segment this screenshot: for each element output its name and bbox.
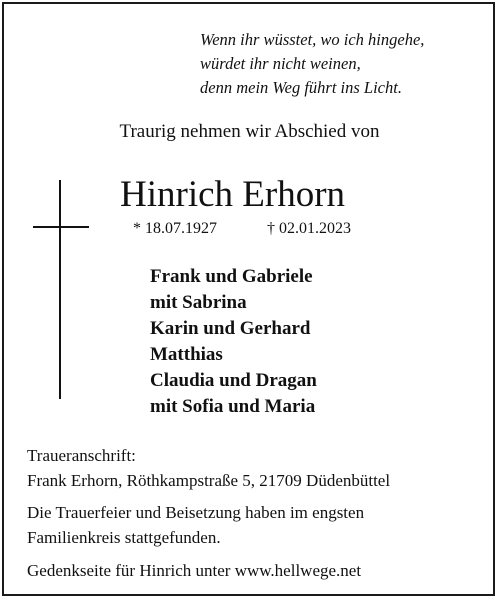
address-value: Frank Erhorn, Röthkampstraße 5, 21709 Düdenbüttel	[27, 471, 391, 490]
mourner-line: Karin und Gerhard	[150, 318, 311, 339]
ceremony-line: Familienkreis stattgefunden.	[27, 528, 221, 547]
death-date: † 02.01.2023	[267, 220, 351, 237]
cross-icon	[59, 180, 61, 399]
farewell-intro: Traurig nehmen wir Abschied von	[119, 121, 380, 142]
mourner-line: Claudia und Dragan	[150, 370, 317, 391]
address-label: Traueranschrift:	[27, 446, 136, 465]
mourner-line: Matthias	[150, 344, 223, 365]
poem-line: Wenn ihr wüsstet, wo ich hingehe,	[200, 30, 425, 49]
memorial-page-note: Gedenkseite für Hinrich unter www.hellwege.net	[27, 561, 362, 580]
ceremony-line: Die Trauerfeier und Beisetzung haben im engsten	[27, 503, 365, 522]
poem-verse	[200, 28, 424, 100]
mourners-list	[150, 264, 317, 420]
poem-line: würdet ihr nicht weinen,	[200, 54, 361, 73]
ceremony-notice	[27, 500, 364, 550]
mourner-line: mit Sofia und Maria	[150, 396, 316, 417]
mourner-line: mit Sabrina	[150, 292, 247, 313]
birth-date: * 18.07.1927	[133, 220, 217, 237]
poem-line: denn mein Weg führt ins Licht.	[200, 78, 402, 97]
deceased-name: Hinrich Erhorn	[120, 174, 346, 215]
cross-icon-bar	[33, 226, 89, 228]
mourning-address	[27, 443, 390, 493]
mourner-line: Frank und Gabriele	[150, 266, 313, 287]
